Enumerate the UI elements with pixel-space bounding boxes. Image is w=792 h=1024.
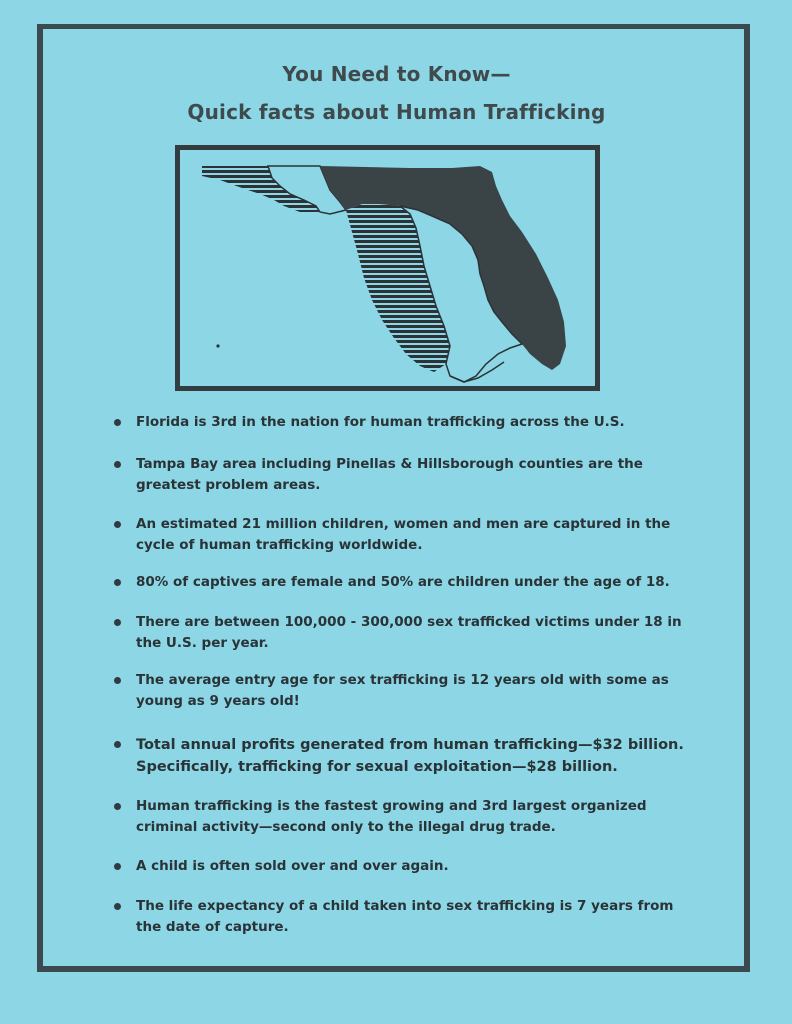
fact-text: The life expectancy of a child taken into sex trafficking is 7 years from the date of capture. [136,898,674,935]
fact-text: The average entry age for sex trafficking is 12 years old with some as young as 9 years old! [136,672,669,709]
florida-map-figure [175,145,600,391]
fact-text: There are between 100,000 - 300,000 sex trafficked victims under 18 in the U.S. per year. [136,614,682,651]
bullet-icon [114,461,121,468]
fact-text: Total annual profits generated from human trafficking—$32 billion. Specifically, trafficking for sexual exploitation—$28 billion. [136,737,684,775]
florida-map-icon [180,150,595,386]
bullet-icon [114,419,121,426]
bullet-icon [114,579,121,586]
fact-text: Human trafficking is the fastest growing and 3rd largest organized criminal activity—second only to the illegal drug trade. [136,798,647,835]
page-title-line-1: You Need to Know— [282,62,511,86]
fact-text: An estimated 21 million children, women and men are captured in the cycle of human trafficking worldwide. [136,516,671,553]
fact-text: Tampa Bay area including Pinellas & Hillsborough counties are the greatest problem areas. [136,456,643,493]
bullet-icon [114,521,121,528]
map-florida-keys [450,362,504,382]
page-title-line-2: Quick facts about Human Trafficking [187,100,606,124]
bullet-icon [114,741,121,748]
bullet-icon [114,903,121,910]
bullet-icon [114,803,121,810]
fact-text: A child is often sold over and over again. [136,858,449,874]
bullet-icon [114,863,121,870]
fact-text: Florida is 3rd in the nation for human trafficking across the U.S. [136,414,625,430]
map-region-southwest [346,204,450,372]
bullet-icon [114,677,121,684]
map-region-panhandle-west [202,166,320,212]
fact-text: 80% of captives are female and 50% are children under the age of 18. [136,574,670,590]
bullet-icon [114,619,121,626]
